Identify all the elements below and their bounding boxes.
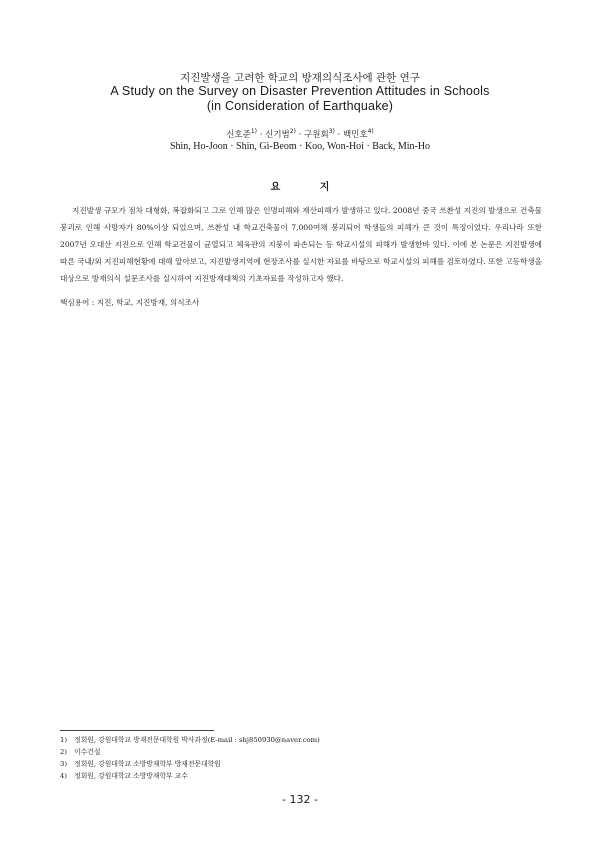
footnote-number: 2) — [60, 748, 67, 756]
page-number: - 132 - — [282, 793, 318, 806]
footnote — [60, 758, 542, 770]
footnote-text: 정회원, 강원대학교 소방방재학부 방재전문대학원 — [74, 760, 221, 768]
footnote-number: 3) — [60, 760, 67, 768]
abstract-heading: 요 지 — [270, 182, 348, 193]
author-separator: · — [295, 130, 305, 140]
title-english-line2: (in Consideration of Earthquake) — [206, 99, 394, 113]
author-affiliation-marker: 2) — [289, 128, 296, 136]
author-affiliation-marker: 4) — [367, 128, 374, 136]
author-name: 구원회 — [304, 130, 329, 140]
footnote — [60, 770, 542, 782]
author-name: 백민호 — [342, 130, 368, 140]
footnote — [60, 746, 542, 758]
author-affiliation-marker: 3) — [328, 128, 335, 136]
author-separator: · — [334, 130, 343, 140]
author-affiliation-marker: 1) — [250, 128, 258, 136]
footnote-text: 정회원, 강원대학교 소방방재학부 교수 — [74, 772, 188, 780]
footnote-divider — [60, 730, 214, 731]
title-korean: 지진발생을 고려한 학교의 방재의식조사에 관한 연구 — [180, 72, 420, 84]
abstract-body — [60, 202, 542, 287]
author-name: 신호준 — [226, 130, 251, 140]
footnote-number: 1) — [60, 736, 67, 744]
authors-english: Shin, Ho-Joon · Shin, Gi-Beom · Koo, Won-Hoi · Back, Min-Ho — [169, 141, 431, 152]
author-separator: · — [257, 130, 266, 140]
keywords: 핵심용어 : 지진, 학교, 지진방재, 의식조사 — [60, 298, 200, 307]
footnote-number: 4) — [60, 772, 67, 780]
footnote-text: 정회원, 강원대학교 방재전문대학원 박사과정(E-mail : shj850930@naver.com) — [74, 736, 320, 744]
footnote-text: 이수건설 — [74, 748, 101, 756]
abstract-paragraph: 지진발생 규모가 점차 대형화, 복잡화되고 그로 인해 많은 인명피해와 재산피해가 발생하고 있다. 2008년 중국 쓰촨성 지진의 발생으로 건축물 붕괴로 인해 사망자가 80%이상 되었으며, 쓰촨성 내 학교건축물이 7,000여채 붕괴되어 학생들의 피해가 큰 것이 특징이었다. 우리나라 또한 2007년 오대산 지진으로 인해 학교건물이 균열되고 체육관의 지붕이 파손되는 등 학교시설의 피해가 발생한바 있다. 이에 본 논문은 지진발생에 따른 국내/외 지진피해현황에 대해 알아보고, 지진발생지역에 현장조사를 실시한 자료를 바탕으로 학교시설의 피해를 검토하였다. 또한 고등학생을 대상으로 방재의식 설문조사를 실시하여 지진방재대책의 기초자료를 작성하고자 했다. — [60, 206, 542, 283]
authors-korean — [0, 128, 600, 140]
footnotes — [60, 734, 542, 782]
title-english-line1: A Study on the Survey on Disaster Prevention Attitudes in Schools — [110, 84, 490, 98]
author-name: 신기범 — [265, 130, 290, 140]
footnote — [60, 734, 542, 746]
